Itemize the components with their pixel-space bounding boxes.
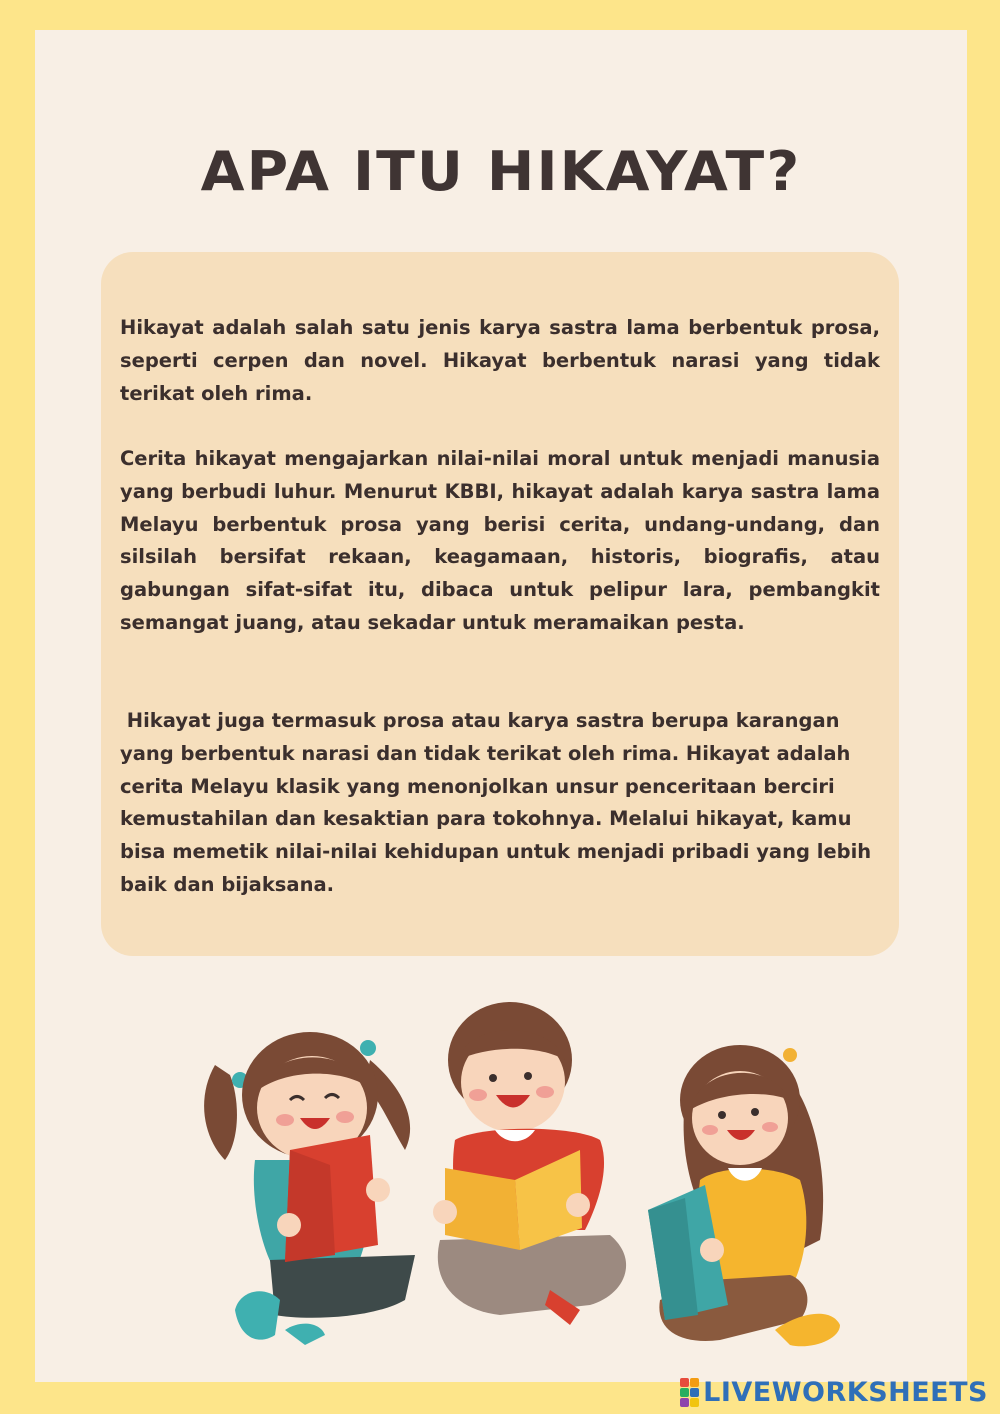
- liveworksheets-logo-icon: [680, 1378, 699, 1407]
- paragraph-1: Hikayat adalah salah satu jenis karya sastra lama berbentuk prosa, seperti cerpen dan novel. Hikayat berbentuk narasi yang tidak terikat oleh rima.: [120, 316, 880, 405]
- paragraph-2: Cerita hikayat mengajarkan nilai-nilai moral untuk menjadi manusia yang berbudi luhur. Menurut KBBI, hikayat adalah karya sastra lama Melayu berbentuk prosa yang berisi cerita, undang-undang, dan silsilah bersifat rekaan, keagamaan, historis, biografis, atau gabungan sifat-sifat itu, dibaca untuk pelipur lara, pembangkit semangat juang, atau sekadar untuk meramaikan pesta.: [120, 447, 880, 634]
- worksheet-page: [35, 30, 967, 1382]
- text-card: [101, 252, 899, 956]
- watermark-text: LIVEWORKSHEETS: [703, 1376, 988, 1408]
- liveworksheets-logo: [680, 1376, 988, 1408]
- page-title: APA ITU HIKAYAT?: [200, 140, 802, 203]
- paragraph-3: Hikayat juga termasuk prosa atau karya sastra berupa karangan yang berbentuk narasi dan tidak terikat oleh rima. Hikayat adalah cerita Melayu klasik yang menonjolkan unsur penceritaan berciri kemustahilan dan kesaktian para tokohnya. Melalui hikayat, kamu bisa memetik nilai-nilai kehidupan untuk menjadi pribadi yang lebih baik dan bijaksana.: [120, 709, 878, 896]
